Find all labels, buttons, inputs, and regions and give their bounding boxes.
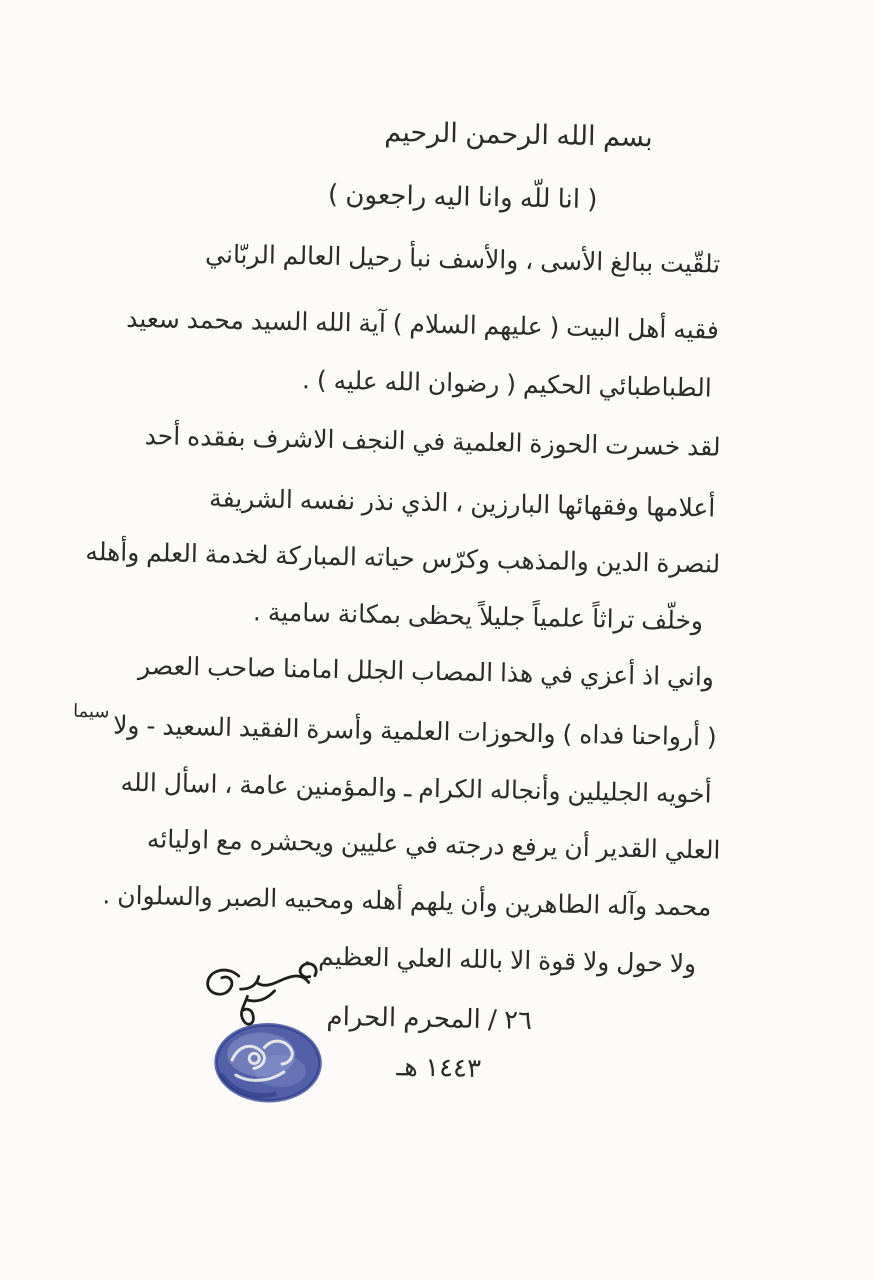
basmala-heading: بسم الله الرحمن الرحيم <box>384 116 654 154</box>
paragraph3-line1: واني اذ أعزي في هذا المصاب الجلل امامنا صاحب العصر <box>137 651 715 692</box>
date-year: ١٤٤٣ هـ <box>396 1052 482 1084</box>
signature-and-stamp-block <box>182 953 340 1111</box>
official-stamp-icon <box>215 1024 321 1102</box>
paragraph2-line1: لقد خسرت الحوزة العلمية في النجف الاشرف بفقده أحد <box>144 421 721 462</box>
paragraph2-line2: أعلامها وفقهائها البارزين ، الذي نذر نفسه الشريفة <box>208 483 716 523</box>
paragraph3-line2-text: ( أرواحنا فداه ) والحوزات العلمية وأسرة الفقيد السعيد - ولا <box>112 710 717 752</box>
paragraph3-line3: أخويه الجليلين وأنجاله الكرام ـ والمؤمنين عامة ، اسأل الله <box>120 767 712 809</box>
paragraph4-line2: محمد وآله الطاهرين وأن يلهم أهله ومحبيه الصبر والسلوان . <box>102 880 712 922</box>
inserted-word-above-line: سيما <box>72 700 110 723</box>
paragraph3-line2 <box>72 700 717 754</box>
paragraph4-line1: العلي القدير أن يرفع درجته في عليين ويحشره مع اوليائه <box>146 824 721 865</box>
paragraph1-line1: تلقّيت ببالغ الأسى ، والأسف نبأ رحيل العالم الربّاني <box>204 239 721 279</box>
paragraph2-line3: لنصرة الدين والمذهب وكرّس حياته المباركة لخدمة العلم وأهله <box>85 536 721 579</box>
signature-icon <box>207 962 316 1026</box>
closing-invocation: ولا حول ولا قوة الا بالله العلي العظيم . <box>303 941 697 979</box>
paragraph2-line4: وخلّف تراثاً علمياً جليلاً يحظى بمكانة سامية . <box>252 597 704 636</box>
paragraph1-line2: فقيه أهل البيت ( عليهم السلام ) آية الله السيد محمد سعيد <box>125 303 720 345</box>
istirja-verse: ( انا للّه وانا اليه راجعون ) <box>327 179 598 216</box>
paragraph1-line3: الطباطبائي الحكيم ( رضوان الله عليه ) . <box>301 365 713 403</box>
date-day-month: ٢٦ / المحرم الحرام <box>326 1001 533 1036</box>
